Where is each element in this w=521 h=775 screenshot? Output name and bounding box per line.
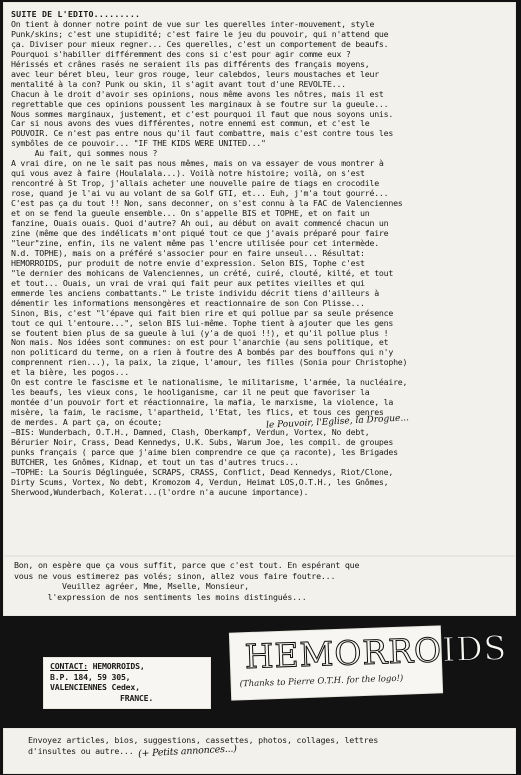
editorial-line: punks français ( parce que j'aime bien comprendre ce que ça raconte), les Brigades xyxy=(11,446,398,457)
footer-line: Envoyez articles, bios, suggestions, cassettes, photos, collages, lettres xyxy=(28,735,379,745)
editorial-subheading: Au fait, qui sommes nous ? xyxy=(11,148,158,159)
editorial-line: Sherwood,Wunderbach, Kolerat...(l'ordre n'a aucune importance). xyxy=(11,486,309,497)
editorial-line: POUVOIR. Ce n'est pas entre nous qu'il faut combattre, mais c'est contre tous les xyxy=(11,128,394,139)
logo-title: HEMORROIDS xyxy=(244,628,508,677)
editorial-line: Car si nous avons des vues différentes, notre ennemi est commun, et c'est le xyxy=(11,118,370,129)
editorial-line: "le dernier des mohicans de Valenciennes, un crété, cuiré, clouté, kilté, et tout xyxy=(11,267,394,278)
editorial-line: Dirty Scums, Vortex, No debt, Kromozom 4, Verdun, Heimat LOS,O.T.H., les Gnômes, xyxy=(11,476,389,487)
contact-city: VALENCIENNES Cedex, xyxy=(50,682,140,693)
editorial-line: Bérurier Noir, Crass, Dead Kennedys, U.K. Subs, Warum Joe, les compil. de groupes xyxy=(11,436,394,447)
editorial-line: se foutent bien plus de sa gueule à lui (y'a de quoi !!), et qu'il pollue plus ! xyxy=(11,327,389,338)
editorial-sheet xyxy=(4,3,515,555)
editorial-title: SUITE DE L'EDITO......... xyxy=(11,9,141,19)
closing-line: Veuillez agréer, Mme, Mselle, Monsieur, xyxy=(14,581,249,591)
contact-name: HEMORROIDS, xyxy=(92,661,145,671)
editorial-line: On est contre le fascisme et le nationalisme, le militarisme, l'armée, la nucléaire, xyxy=(11,377,408,388)
editorial-line: démentir les informations mensongères et reactionnaire de son Con Plisse... xyxy=(11,297,365,308)
logo-credit: (Thanks to Pierre O.T.H. for the logo!) xyxy=(239,673,404,690)
editorial-line: A vrai dire, on ne le sait pas nous mêmes, mais on va essayer de vous montrer à xyxy=(11,158,384,169)
editorial-line: ~BIS: Wunderbach, O.T.H., Damned, Clash, Oberkampf, Verdun, Vortex, No debt, xyxy=(11,427,370,438)
editorial-line: et la bière, les pogos... xyxy=(11,367,129,378)
editorial-line: zine (même que des indélicats m'ont piqué tout ce que j'avais préparé pour faire xyxy=(11,227,389,238)
logo-box xyxy=(230,626,508,699)
editorial-line: non politicard du terme, on a rien à foutre des A bombés par des bouffons qui n'y xyxy=(11,347,394,358)
editorial-line: Sinon, Bis, c'est "l'épave qui fait bien rire et qui pollue par sa seule présence xyxy=(11,307,394,318)
editorial-line: On tient à donner notre point de vue sur les querelles inter-mouvement, style xyxy=(11,18,375,29)
editorial-line: regrettable que ces opinions poussent les marginaux à se foutre sur la gueule... xyxy=(11,98,389,109)
handwritten-addition: le Pouvoir, l'Eglise, la Drogue... xyxy=(265,413,410,431)
editorial-line: "leur"zine, enfin, ils ne valent même pas l'encre utilisée pour cet intermède. xyxy=(11,237,379,248)
editorial-line: rose, quand je l'ai vu au volant de sa Golf GTI, et... Euh, j'm'a tout gourré... xyxy=(11,188,389,199)
editorial-line: rencontré à St Trop, j'allais acheter une nouvelle paire de tiags en crocodile xyxy=(11,178,379,189)
editorial-line: Chacun à le droit d'avoir ses opinions, nous même avons les nôtres, mais il est xyxy=(11,88,384,99)
editorial-line: BUTCHER, les Gnômes, Kidnap, et tout un tas d'autres trucs... xyxy=(11,456,299,467)
editorial-line: et on se fend la gueule ensemble... On s'appelle BIS et TOPHE, et on fait un xyxy=(11,208,370,219)
footer-sheet xyxy=(4,729,515,773)
editorial-line: emmerde les anciens combattants." Le triste individu décrit tiens d'ailleurs à xyxy=(11,287,379,298)
closing-line: vous ne vous estimerez pas volés; sinon, allez vous faire foutre... xyxy=(14,570,336,581)
editorial-line: Hérissés et crânes rasés ne seraient ils pas différents des français moyens, xyxy=(11,58,370,69)
closing-line: l'expression de nos sentiments les moins distingués... xyxy=(14,591,307,602)
editorial-line: Punk/skins; c'est une stupidité; c'est faire le jeu du pouvoir, qui n'attend que xyxy=(11,28,389,39)
editorial-line: HEMORROIDS, pur produit de notre envie d'expression. Selon BIS, Tophe c'est xyxy=(11,257,365,268)
contact-country: FRANCE. xyxy=(120,692,154,703)
contact-first-line xyxy=(50,661,153,672)
closing-line: Bon, on espère que ça vous suffit, parce que c'est tout. En espérant que xyxy=(14,560,360,570)
editorial-line: Nous sommes marginaux, justement, et c'est pourquoi il faut que nous soyons unis. xyxy=(11,108,394,119)
closing-text xyxy=(14,560,509,602)
closing-sheet xyxy=(4,557,515,615)
contact-address: B.P. 184, 59 305, xyxy=(50,671,131,682)
editorial-line: avec leur béret bleu, leur gros rouge, leur calebdos, leurs moustaches et leur xyxy=(11,68,379,79)
footer-line-2 xyxy=(28,743,378,760)
editorial-line: Non mais. Nos idées sont communes: on est pour l'anarchie (au sens politique, et xyxy=(11,337,389,348)
editorial-line: qui vous avez à faire (Houlalala...). Voilà notre histoire; voilà, on s'est xyxy=(11,168,365,179)
editorial-line: ça. Diviser pour mieux regner... Ces querelles, c'est un comportement de beaufs. xyxy=(11,38,389,49)
footer-handwritten: (+ Petits annonces...) xyxy=(138,743,238,760)
editorial-line: montée d'un pouvoir fort et réactionnaire, la mafia, le marxisme, la violence, la xyxy=(11,397,394,408)
contact-label: CONTACT: xyxy=(50,661,88,671)
editorial-line: mentalité à la con? Punk ou skin, il s'agit avant tout d'une REVOLTE... xyxy=(11,78,346,89)
editorial-line: comprennent rien...), la paix, la zique, l'amour, les filles (Sonia pour Christophe) xyxy=(11,357,408,368)
editorial-line: tout ce qui l'entoure...", selon BIS lui-même. Tophe tient à ajouter que les gens xyxy=(11,317,394,328)
editorial-text xyxy=(11,10,508,498)
editorial-line: ~TOPHE: La Souris Déglinguée, SCRAPS, CRASS, Conflict, Dead Kennedys, Riot/Clone, xyxy=(11,466,394,477)
footer-text: d'insultes ou autre... xyxy=(28,746,134,756)
contact-box xyxy=(44,658,210,708)
editorial-line: Pourquoi s'habiller différemment des cons si c'est pour agir comme eux ? xyxy=(11,48,351,59)
editorial-line: fanzine, Ouais ouais. Quoi d'autre? Ah oui, au début on avait commencé chacun un xyxy=(11,218,389,229)
editorial-line: C'est pas ça du tout !! Non, sans deconner, on s'est connu à la FAC de Valenciennes xyxy=(11,198,403,209)
editorial-line: N.d. TOPHE), mais on a préféré s'associer pour en faire unseul... Résultat: xyxy=(11,247,365,258)
editorial-line: les beaufs, les vieux cons, le hooliganisme, car il ne peut que favoriser la xyxy=(11,387,370,398)
editorial-line: symbôles de ce pouvoir... "IF THE KIDS WERE UNITED..." xyxy=(11,138,266,149)
editorial-line: et tout... Ouais, un vrai de vrai qui fait peur aux petites vieilles et qui xyxy=(11,277,365,288)
editorial-line: misère, la faim, le racisme, l'apartheid, l'Etat, les flics, et tous ces genres xyxy=(11,407,384,418)
editorial-line: de merdes. A part ça, on écoute; xyxy=(11,417,162,428)
